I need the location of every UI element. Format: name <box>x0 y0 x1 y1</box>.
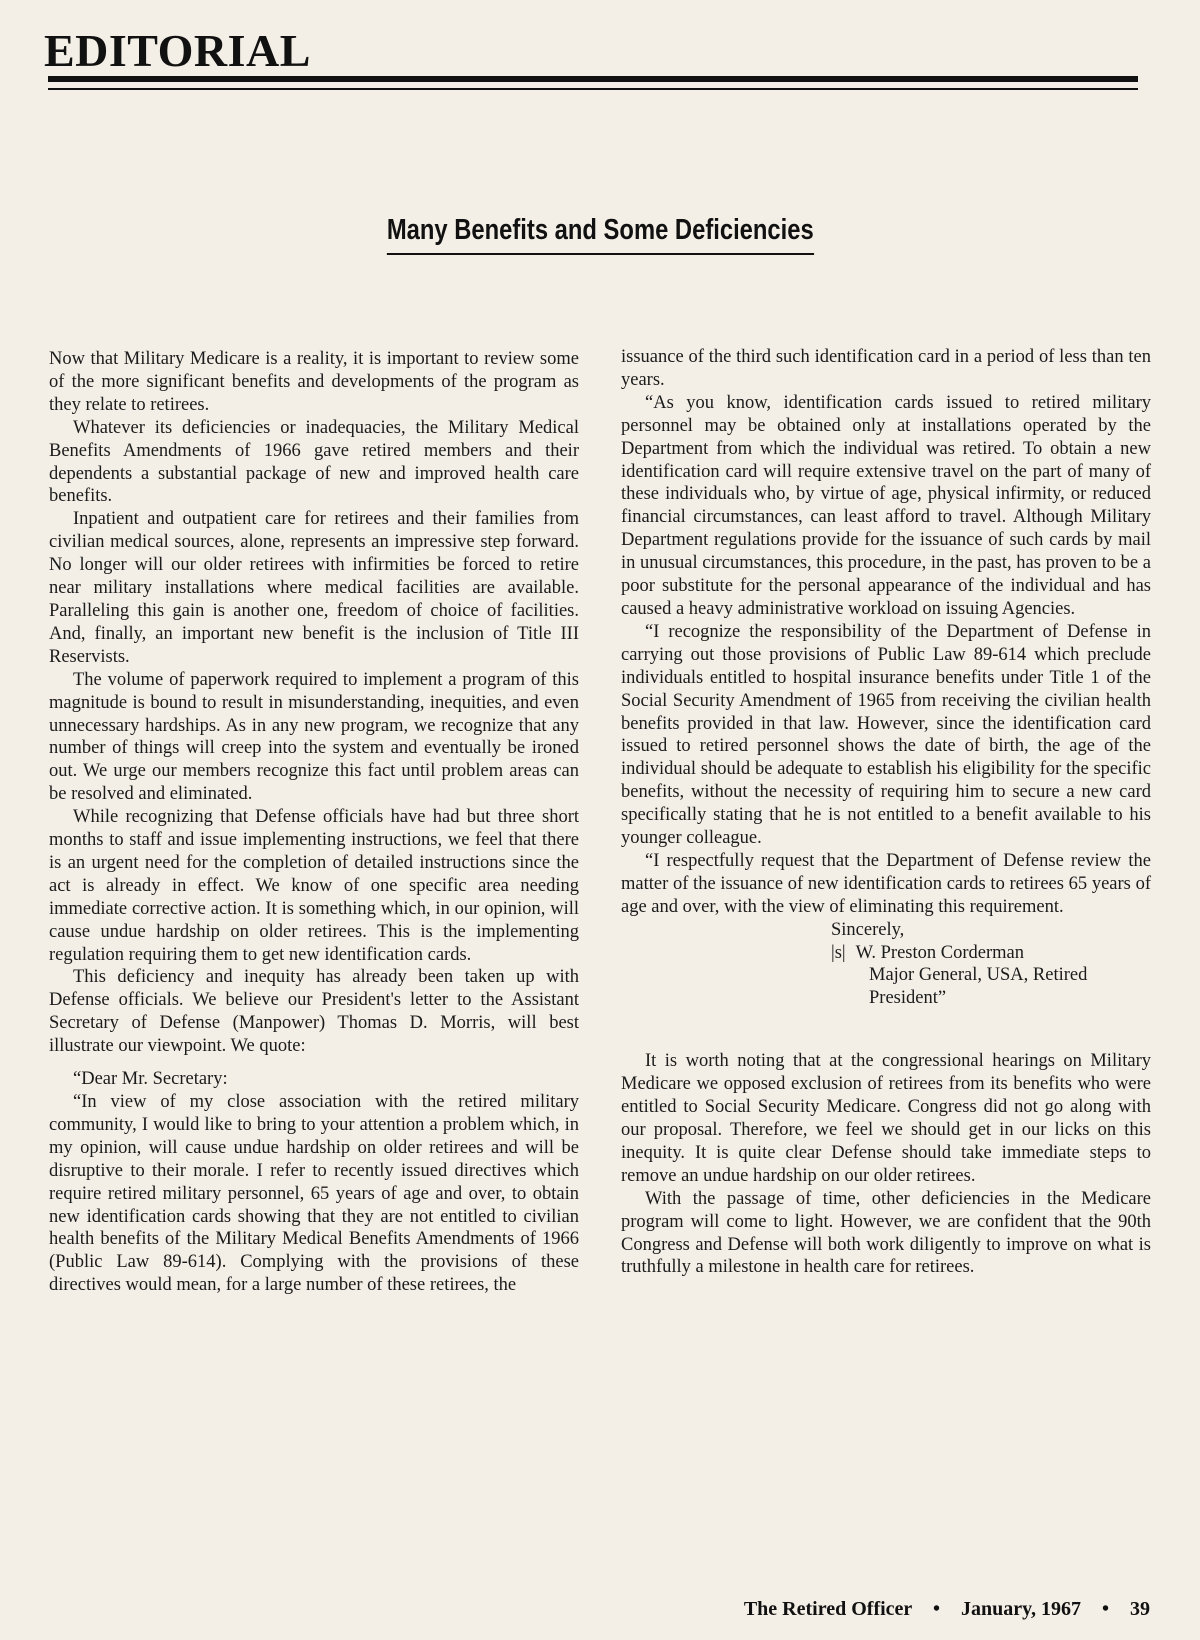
letter-paragraph: “I recognize the responsibility of the Department of Defense in carrying out those provisions of Public Law 89-614 which preclude individuals entitled to hospital insurance benefits under Title 1 of the Social Security Amendment of 1965 from receiving the civilian health benefits provided in that law. However, since the identification card issued to retired personnel shows the date of birth, the age of the individual should be adequate to establish his eligibility for the specific benefits, without the necessity of requiring him to secure a new card specifically stating that he is not entitled to a benefit available to his younger colleague. <box>621 621 1151 849</box>
paragraph: The volume of paperwork required to implement a program of this magnitude is bound to result in misunderstanding, inequities, and even unnecessary hardships. As in any new program, we recognize that any number of things will creep into the system and eventually be ironed out. We urge our members recognize this fact until problem areas can be resolved and eliminated. <box>49 669 579 805</box>
paragraph: This deficiency and inequity has already been taken up with Defense officials. We believe our President's letter to the Assistant Secretary of Defense (Manpower) Thomas D. Morris, will best illustrate our viewpoint. We quote: <box>49 967 579 1057</box>
paragraph: Whatever its deficiencies or inadequacies, the Military Medical Benefits Amendments of 1966 gave retired members and their dependents a substantial package of new and improved health care benefits. <box>49 417 579 507</box>
signature-status: , Retired <box>1023 965 1088 986</box>
signature-office: President” <box>869 988 947 1009</box>
signature-branch: USA <box>986 965 1024 986</box>
letter-signature <box>831 919 1151 1011</box>
masthead-rule-thick <box>48 76 1138 82</box>
article-headline: Many Benefits and Some Deficiencies <box>387 214 814 255</box>
signature-title-line <box>869 964 1151 987</box>
signature-closing: Sincerely, <box>831 919 905 940</box>
publication-name: The Retired Officer <box>743 1598 912 1620</box>
paragraph: It is worth noting that at the congressional hearings on Military Medicare we opposed exclusion of retirees from its benefits who were entitled to Social Security Medicare. Congress did not go along with our proposal. Therefore, we feel we should get in our licks on this inequity. It is quite clear Defense should take immediate steps to remove an undue hardship on our older retirees. <box>621 1051 1151 1186</box>
signature-rank: Major General, <box>869 965 983 986</box>
page-number: 39 <box>1130 1598 1150 1620</box>
footer-separator: • <box>1101 1598 1109 1620</box>
letter-paragraph: “I respectfully request that the Department of Defense review the matter of the issuance of new identification cards to retirees 65 years of age and over, with the view of eliminating this requirement. <box>621 850 1151 917</box>
letter-salutation: “Dear Mr. Secretary: <box>73 1069 228 1090</box>
letter-paragraph: “As you know, identification cards issued to retired military personnel may be obtained only at installations operated by the Department from which the individual was retired. To obtain a new identification card will require extensive travel on the part of many of these individuals who, by virtue of age, physical infirmity, or reduced financial circumstances, can least afford to travel. Although Military Department regulations provide for the issuance of such cards by mail in unusual circumstances, this procedure, in the past, has proven to be a poor substitute for the personal appearance of the individual and has caused a heavy administrative workload on issuing Agencies. <box>621 392 1151 619</box>
right-column <box>621 346 1151 1279</box>
section-masthead: EDITORIAL <box>44 25 311 76</box>
signature-name: W. Preston Corderman <box>855 942 1024 963</box>
signature-mark: |s| <box>831 942 846 963</box>
paragraph: Inpatient and outpatient care for retirees and their families from civilian medical sources, alone, represents an impressive step forward. No longer will our older retirees with infirmities be forced to retire near military installations where medical facilities are available. Paralleling this gain is another one, freedom of choice of facilities. And, finally, an important new benefit is the inclusion of Title III Reservists. <box>49 509 579 667</box>
page-footer <box>744 1598 1150 1621</box>
letter-paragraph: “In view of my close association with the retired military community, I would like to bring to your attention a problem which, in my opinion, will cause undue hardship on older retirees and will be disruptive to their morale. I refer to recently issued directives which require retired military personnel, 65 years of age and over, to obtain new identification cards showing that they are not entitled to civilian health benefits of the Military Medical Benefits Amendments of 1966 (Public Law 89-614). Complying with the provisions of these directives would mean, for a large number of these retirees, the <box>49 1092 579 1296</box>
left-column <box>49 348 579 1297</box>
letter-paragraph: issuance of the third such identification card in a period of less than ten years. <box>621 347 1151 390</box>
issue-date: January, 1967 <box>960 1598 1081 1620</box>
paragraph: Now that Military Medicare is a reality, it is important to review some of the more significant benefits and developments of the program as they relate to retirees. <box>49 349 579 415</box>
masthead-rule-thin <box>48 88 1138 90</box>
paragraph: While recognizing that Defense officials have had but three short months to staff and issue implementing instructions, we feel that there is an urgent need for the completion of detailed instructions since the act is already in effect. We know of one specific area needing immediate corrective action. It is something which, in our opinion, will cause undue hardship on older retirees. This is the implementing regulation requiring them to get new identification cards. <box>49 807 579 965</box>
paragraph: With the passage of time, other deficiencies in the Medicare program will come to light. However, we are confident that the 90th Congress and Defense will both work diligently to improve on what is truthfully a milestone in health care for retirees. <box>621 1188 1151 1278</box>
signature-name-line <box>831 942 1151 965</box>
article-headline-wrapper <box>0 214 1200 255</box>
footer-separator: • <box>932 1598 940 1620</box>
